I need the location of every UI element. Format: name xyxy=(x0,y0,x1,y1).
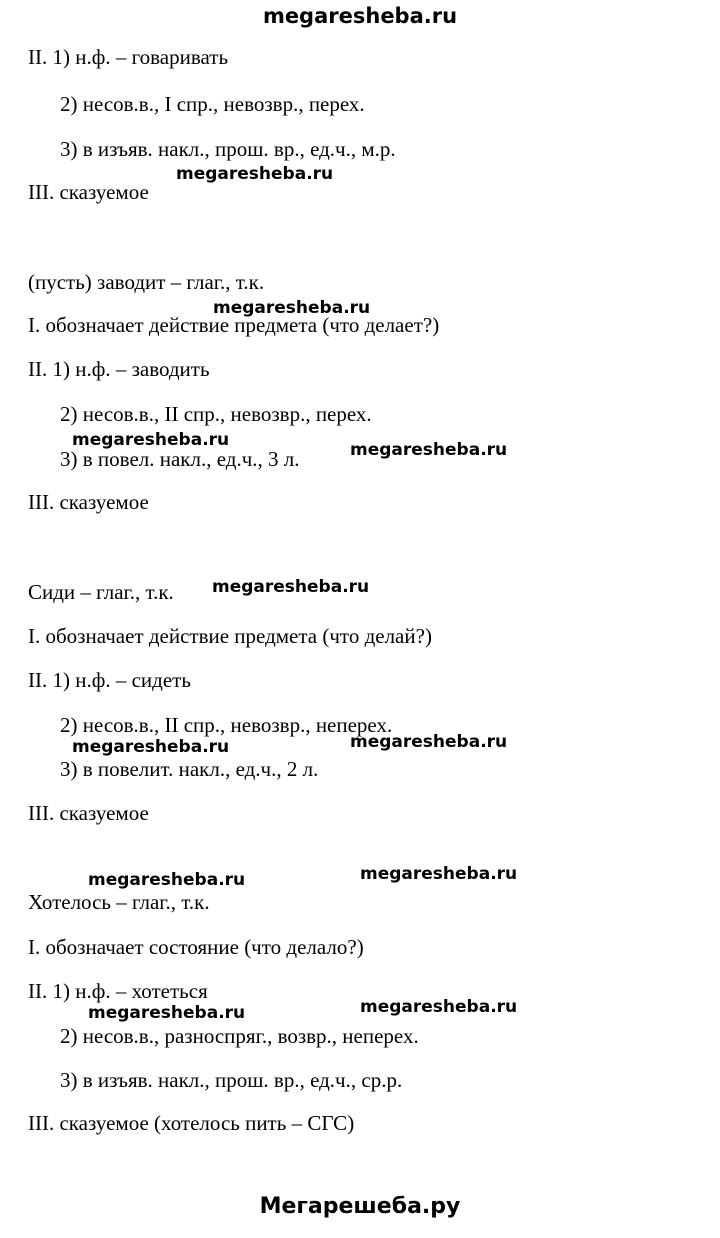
analysis-line: II. 1) н.ф. – сидеть xyxy=(28,668,191,692)
site-footer: Мегарешеба.ру xyxy=(259,1194,461,1219)
analysis-line: 3) в изъяв. накл., прош. вр., ед.ч., м.р. xyxy=(60,137,396,161)
analysis-line: 3) в повелит. накл., ед.ч., 2 л. xyxy=(60,757,319,781)
analysis-line: 2) несов.в., I спр., невозвр., перех. xyxy=(60,92,365,116)
watermark: megaresheba.ru xyxy=(360,997,518,1017)
analysis-line: II. 1) н.ф. – заводить xyxy=(28,357,210,381)
watermark: megaresheba.ru xyxy=(176,164,334,184)
analysis-line: I. обозначает состояние (что делало?) xyxy=(28,935,364,959)
watermark: megaresheba.ru xyxy=(350,732,508,752)
watermark: megaresheba.ru xyxy=(88,1003,246,1023)
analysis-line: III. сказуемое xyxy=(28,801,149,825)
analysis-line: 3) в изъяв. накл., прош. вр., ед.ч., ср.р. xyxy=(60,1068,403,1092)
watermark: megaresheba.ru xyxy=(350,440,508,460)
analysis-line: (пусть) заводит – глаг., т.к. xyxy=(28,270,265,294)
analysis-line: III. сказуемое (хотелось пить – СГС) xyxy=(28,1111,355,1135)
analysis-line: I. обозначает действие предмета (что делай?) xyxy=(28,624,432,648)
watermark: megaresheba.ru xyxy=(72,430,230,450)
site-header: megaresheba.ru xyxy=(262,4,458,28)
watermark: megaresheba.ru xyxy=(72,737,230,757)
watermark: megaresheba.ru xyxy=(213,298,371,318)
analysis-line: Сиди – глаг., т.к. xyxy=(28,580,174,604)
analysis-line: Хотелось – глаг., т.к. xyxy=(28,890,210,914)
analysis-line: III. сказуемое xyxy=(28,490,149,514)
watermark: megaresheba.ru xyxy=(88,870,246,890)
analysis-line: II. 1) н.ф. – говаривать xyxy=(28,45,229,69)
analysis-line: 2) несов.в., II спр., невозвр., перех. xyxy=(60,402,372,426)
analysis-line: 2) несов.в., разноспряг., возвр., неперех. xyxy=(60,1024,419,1048)
watermark: megaresheba.ru xyxy=(360,864,518,884)
analysis-line: III. сказуемое xyxy=(28,180,149,204)
analysis-line: 3) в повел. накл., ед.ч., 3 л. xyxy=(60,447,300,471)
watermark: megaresheba.ru xyxy=(212,577,370,597)
analysis-line: I. обозначает действие предмета (что делает?) xyxy=(28,313,440,337)
analysis-line: 2) несов.в., II спр., невозвр., неперех. xyxy=(60,713,393,737)
analysis-line: II. 1) н.ф. – хотеться xyxy=(28,979,208,1003)
